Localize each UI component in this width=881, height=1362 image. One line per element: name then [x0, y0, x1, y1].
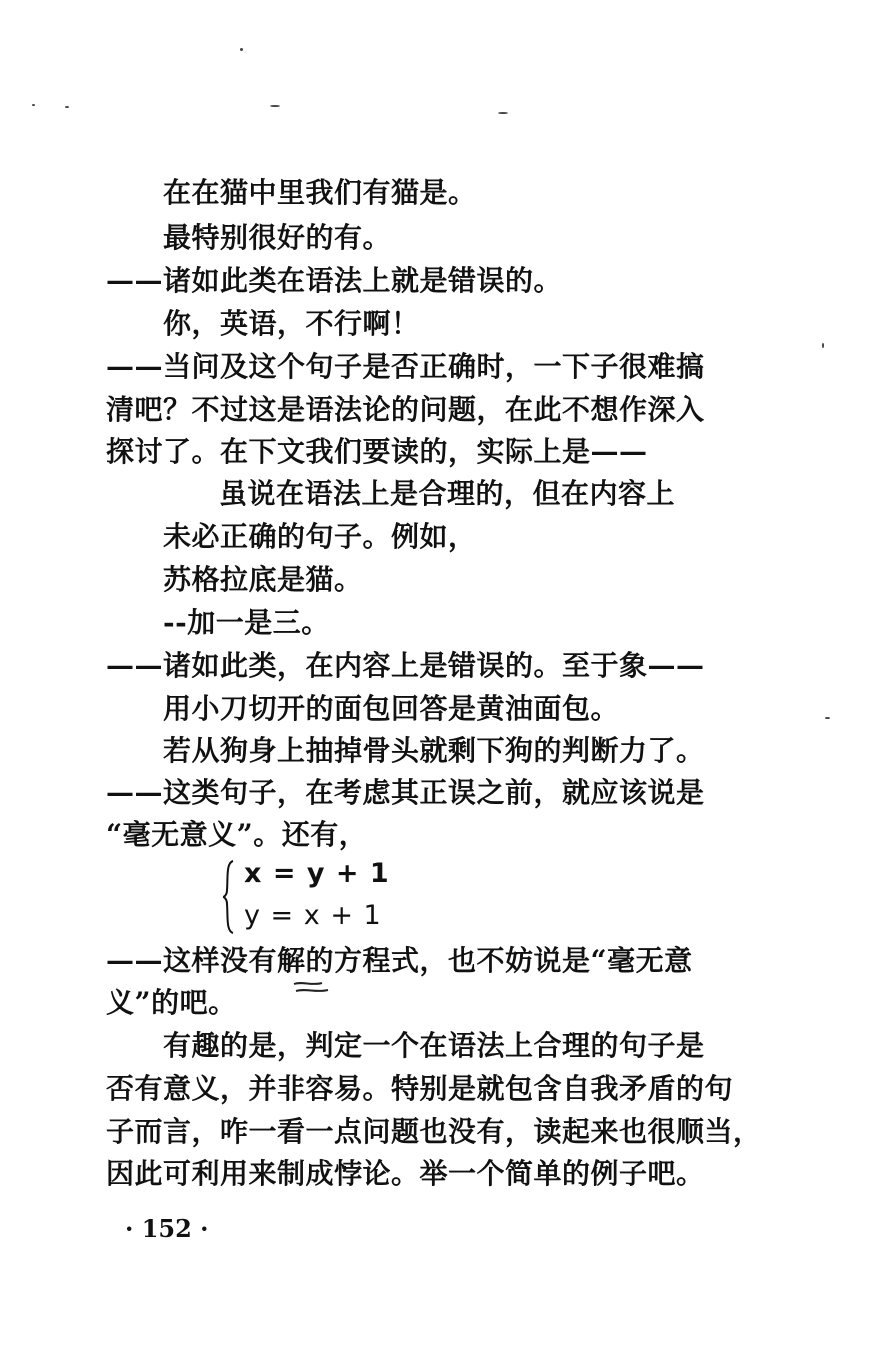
text-line: 最特别很好的有。 [163, 221, 392, 254]
text-line: ——这类句子，在考虑其正误之前，就应该说是 [106, 776, 705, 809]
text-line: ——诸如此类，在内容上是错误的。至于象—— [106, 649, 705, 682]
text-line: 你，英语，不行啊！ [163, 307, 420, 340]
text-line: 在在猫中里我们有猫是。 [163, 176, 477, 209]
text-line: 义”的吧。 [106, 986, 237, 1019]
text-line: 用小刀切开的面包回答是黄油面包。 [163, 692, 620, 725]
text-line: 否有意义，并非容易。特别是就包含自我矛盾的句 [106, 1072, 734, 1105]
equation-1: x = y + 1 [244, 858, 390, 889]
ink-mark [292, 980, 332, 996]
text-line: ——诸如此类在语法上就是错误的。 [106, 264, 563, 297]
text-line: --加一是三。 [163, 606, 330, 639]
scan-speck [32, 104, 35, 106]
scan-speck [822, 343, 824, 348]
equation-2: y = x + 1 [244, 900, 382, 931]
equation-system [222, 858, 422, 938]
scan-speck [65, 106, 69, 108]
text-line: 有趣的是，判定一个在语法上合理的句子是 [163, 1029, 705, 1062]
text-line: 若从狗身上抽掉骨头就剩下狗的判断力了。 [163, 734, 705, 767]
text-line: ——这样没有解的方程式，也不妨说是“毫无意 [106, 944, 693, 977]
left-brace-icon [222, 860, 234, 934]
text-line: 探讨了。在下文我们要读的，实际上是—— [106, 435, 648, 468]
text-line: 子而言，咋一看一点问题也没有，读起来也很顺当， [106, 1115, 762, 1148]
text-line: 虽说在语法上是合理的，但在内容上 [219, 477, 676, 510]
text-line: 因此可利用来制成悖论。举一个简单的例子吧。 [106, 1157, 705, 1190]
text-line: 未必正确的句子。例如， [163, 520, 477, 553]
scan-speck [240, 48, 243, 51]
scan-speck [825, 717, 830, 719]
text-line: 清吧？不过这是语法论的问题，在此不想作深入 [106, 393, 705, 426]
page-number: · 152 · [125, 1214, 209, 1243]
scan-speck [270, 105, 280, 107]
text-line: ——当问及这个句子是否正确时，一下子很难搞 [106, 350, 705, 383]
text-line: “毫无意义”。还有， [106, 818, 368, 851]
scan-speck [498, 112, 508, 114]
text-line: 苏格拉底是猫。 [163, 563, 363, 596]
